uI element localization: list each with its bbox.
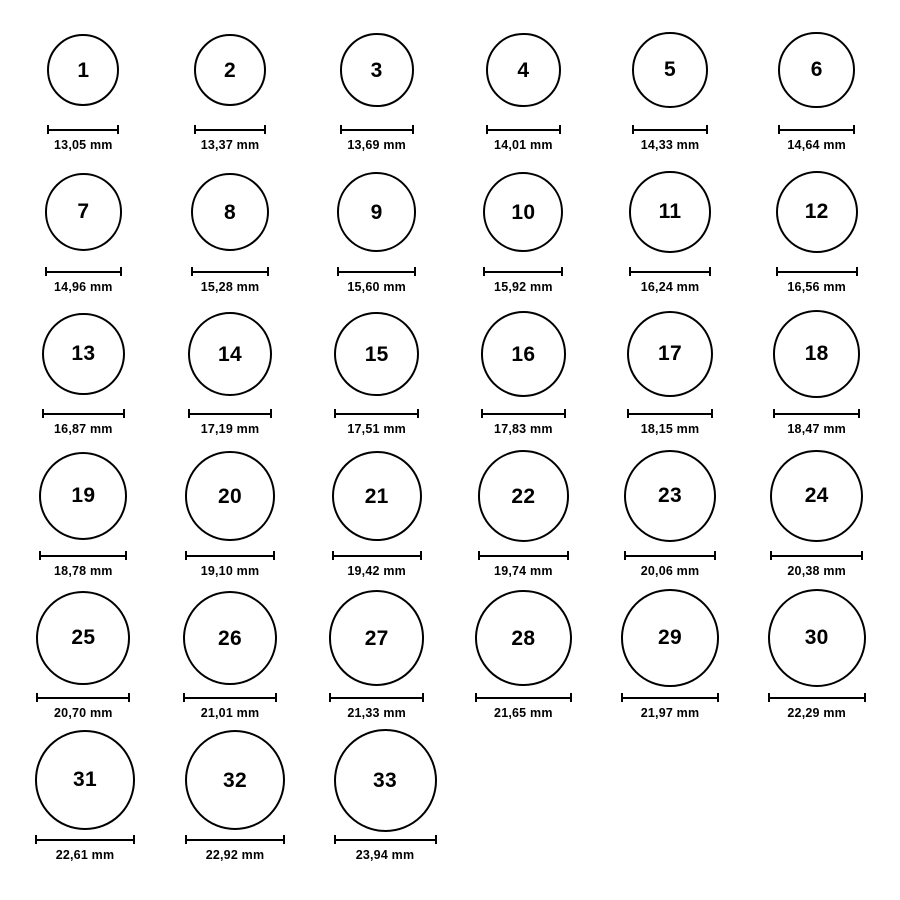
measure-caliper-icon bbox=[632, 123, 708, 135]
caliper-bar bbox=[36, 693, 130, 702]
ring-circle bbox=[627, 311, 714, 398]
ring-circle bbox=[632, 32, 708, 108]
ring-circle-wrap bbox=[624, 444, 716, 548]
caliper-bar bbox=[185, 551, 274, 560]
caliper-bar bbox=[770, 551, 863, 560]
ring-diameter-label: 20,38 mm bbox=[787, 564, 846, 578]
ring-circle-wrap bbox=[39, 444, 127, 548]
measure-caliper-icon bbox=[768, 691, 866, 703]
caliper-bar bbox=[42, 409, 125, 418]
measure-caliper-icon bbox=[191, 265, 269, 277]
caliper-bar bbox=[627, 409, 714, 418]
measure-caliper-icon bbox=[45, 265, 122, 277]
ring-circle bbox=[483, 172, 563, 252]
ring-circle-wrap bbox=[486, 18, 561, 122]
caliper-bar bbox=[629, 267, 710, 276]
ring-row bbox=[10, 586, 890, 728]
caliper-bar bbox=[776, 267, 858, 276]
ring-size-number: 5 bbox=[664, 58, 677, 82]
ring-diameter-label: 19,10 mm bbox=[200, 564, 260, 578]
ring-size-cell[interactable] bbox=[601, 160, 740, 294]
caliper-bar bbox=[632, 125, 708, 134]
ring-circle bbox=[45, 173, 122, 250]
ring-size-number: 6 bbox=[810, 58, 823, 82]
ring-size-number: 3 bbox=[370, 58, 383, 82]
ring-circle-wrap bbox=[478, 444, 569, 548]
ring-circle bbox=[185, 451, 274, 540]
ring-size-number: 25 bbox=[71, 626, 96, 650]
ring-circle-wrap bbox=[194, 18, 267, 122]
caliper-bar bbox=[475, 693, 571, 702]
measure-caliper-icon bbox=[39, 549, 127, 561]
ring-circle bbox=[39, 452, 127, 540]
ring-size-number: 31 bbox=[73, 768, 97, 792]
measure-caliper-icon bbox=[47, 123, 119, 135]
measure-caliper-icon bbox=[770, 549, 863, 561]
ring-size-cell[interactable] bbox=[14, 444, 153, 578]
ring-size-cell[interactable] bbox=[14, 18, 153, 152]
ring-circle bbox=[621, 589, 718, 686]
ring-circle bbox=[478, 450, 569, 541]
ring-row bbox=[10, 160, 890, 302]
ring-row bbox=[10, 444, 890, 586]
caliper-bar bbox=[778, 125, 855, 134]
measure-caliper-icon bbox=[624, 549, 716, 561]
ring-size-number: 16 bbox=[511, 342, 536, 366]
measure-caliper-icon bbox=[621, 691, 718, 703]
ring-diameter-label: 13,05 mm bbox=[54, 138, 113, 152]
caliper-bar bbox=[185, 835, 285, 844]
ring-circle bbox=[47, 34, 119, 106]
ring-circle bbox=[36, 591, 130, 685]
caliper-bar bbox=[478, 551, 569, 560]
ring-circle bbox=[481, 311, 567, 397]
ring-size-number: 8 bbox=[224, 200, 236, 224]
caliper-bar bbox=[340, 125, 414, 134]
ring-circle bbox=[773, 310, 860, 397]
ring-circle-wrap bbox=[185, 444, 274, 548]
ring-size-number: 29 bbox=[658, 626, 682, 650]
measure-caliper-icon bbox=[778, 123, 855, 135]
measure-caliper-icon bbox=[629, 265, 710, 277]
ring-circle-wrap bbox=[629, 160, 710, 264]
ring-diameter-label: 15,28 mm bbox=[200, 280, 260, 294]
ring-circle-wrap bbox=[334, 302, 419, 406]
ring-diameter-label: 18,47 mm bbox=[787, 422, 846, 436]
ring-diameter-label: 20,70 mm bbox=[54, 706, 113, 720]
ring-size-number: 11 bbox=[658, 200, 682, 224]
ring-size-number: 15 bbox=[364, 342, 389, 366]
ring-size-cell[interactable] bbox=[14, 586, 153, 720]
caliper-bar bbox=[35, 835, 134, 844]
ring-circle-wrap bbox=[776, 160, 858, 264]
ring-size-number: 19 bbox=[71, 484, 96, 508]
measure-caliper-icon bbox=[36, 691, 130, 703]
caliper-bar bbox=[183, 693, 278, 702]
ring-size-number: 7 bbox=[77, 200, 90, 224]
ring-circle-wrap bbox=[483, 160, 563, 264]
ring-size-cell[interactable] bbox=[314, 728, 456, 862]
ring-diameter-label: 21,97 mm bbox=[640, 706, 700, 720]
ring-circle bbox=[35, 730, 134, 829]
measure-caliper-icon bbox=[340, 123, 414, 135]
ring-circle-wrap bbox=[768, 586, 866, 690]
ring-size-number: 18 bbox=[804, 342, 829, 366]
ring-circle-wrap bbox=[773, 302, 860, 406]
ring-circle bbox=[334, 312, 419, 397]
ring-circle-wrap bbox=[36, 586, 130, 690]
ring-circle bbox=[340, 33, 414, 107]
ring-diameter-label: 13,37 mm bbox=[200, 138, 260, 152]
ring-circle-wrap bbox=[621, 586, 718, 690]
caliper-bar bbox=[334, 409, 419, 418]
ring-size-number: 23 bbox=[658, 484, 682, 508]
ring-circle-wrap bbox=[42, 302, 125, 406]
caliper-bar bbox=[191, 267, 269, 276]
ring-size-cell[interactable] bbox=[14, 160, 153, 294]
ring-diameter-label: 23,94 mm bbox=[355, 848, 415, 862]
ring-diameter-label: 17,19 mm bbox=[200, 422, 260, 436]
ring-diameter-label: 22,29 mm bbox=[787, 706, 846, 720]
measure-caliper-icon bbox=[35, 833, 134, 845]
measure-caliper-icon bbox=[627, 407, 714, 419]
ring-row bbox=[10, 18, 890, 160]
ring-circle bbox=[486, 33, 561, 108]
measure-caliper-icon bbox=[194, 123, 267, 135]
ring-diameter-label: 16,56 mm bbox=[787, 280, 846, 294]
ring-circle bbox=[629, 171, 710, 252]
measure-caliper-icon bbox=[183, 691, 278, 703]
ring-diameter-label: 17,83 mm bbox=[494, 422, 553, 436]
measure-caliper-icon bbox=[329, 691, 425, 703]
ring-diameter-label: 18,78 mm bbox=[54, 564, 113, 578]
measure-caliper-icon bbox=[185, 833, 285, 845]
ring-size-cell[interactable] bbox=[14, 302, 153, 436]
ring-circle bbox=[475, 590, 571, 686]
ring-circle-wrap bbox=[188, 302, 272, 406]
measure-caliper-icon bbox=[776, 265, 858, 277]
measure-caliper-icon bbox=[185, 549, 274, 561]
ring-diameter-label: 19,74 mm bbox=[494, 564, 553, 578]
ring-size-number: 33 bbox=[373, 768, 397, 792]
measure-caliper-icon bbox=[334, 833, 437, 845]
ring-size-cell[interactable] bbox=[307, 160, 446, 294]
ring-circle bbox=[778, 32, 855, 109]
ring-diameter-label: 17,51 mm bbox=[347, 422, 406, 436]
ring-size-cell[interactable] bbox=[454, 444, 593, 578]
ring-size-cell[interactable] bbox=[14, 728, 156, 862]
ring-diameter-label: 22,92 mm bbox=[205, 848, 265, 862]
ring-size-cell[interactable] bbox=[601, 18, 740, 152]
ring-diameter-label: 16,87 mm bbox=[54, 422, 113, 436]
ring-circle bbox=[770, 450, 863, 543]
ring-size-number: 10 bbox=[511, 200, 536, 224]
ring-size-cell[interactable] bbox=[307, 444, 446, 578]
caliper-bar bbox=[329, 693, 425, 702]
ring-size-number: 24 bbox=[804, 484, 829, 508]
ring-size-cell[interactable] bbox=[747, 160, 886, 294]
ring-diameter-label: 15,92 mm bbox=[494, 280, 553, 294]
measure-caliper-icon bbox=[42, 407, 125, 419]
ring-diameter-label: 15,60 mm bbox=[347, 280, 406, 294]
ring-circle bbox=[185, 730, 285, 830]
ring-size-cell[interactable] bbox=[454, 18, 593, 152]
ring-size-cell[interactable] bbox=[747, 302, 886, 436]
measure-caliper-icon bbox=[334, 407, 419, 419]
measure-caliper-icon bbox=[478, 549, 569, 561]
ring-circle bbox=[776, 171, 858, 253]
caliper-bar bbox=[45, 267, 122, 276]
ring-size-cell[interactable] bbox=[601, 302, 740, 436]
ring-diameter-label: 14,01 mm bbox=[494, 138, 553, 152]
ring-diameter-label: 21,65 mm bbox=[494, 706, 553, 720]
ring-size-cell[interactable] bbox=[454, 586, 593, 720]
ring-circle bbox=[768, 589, 866, 687]
ring-circle bbox=[194, 34, 267, 107]
ring-circle-wrap bbox=[481, 302, 567, 406]
caliper-bar bbox=[337, 267, 416, 276]
ring-size-number: 32 bbox=[223, 768, 247, 792]
ring-circle-wrap bbox=[191, 160, 269, 264]
ring-size-number: 1 bbox=[77, 58, 90, 82]
ring-size-number: 30 bbox=[804, 626, 829, 650]
ring-size-number: 22 bbox=[511, 484, 536, 508]
ring-circle-wrap bbox=[45, 160, 122, 264]
measure-caliper-icon bbox=[481, 407, 567, 419]
ring-circle-wrap bbox=[778, 18, 855, 122]
ring-circle bbox=[334, 729, 437, 832]
measure-caliper-icon bbox=[337, 265, 416, 277]
ring-size-number: 27 bbox=[364, 626, 389, 650]
ring-size-cell[interactable] bbox=[161, 444, 300, 578]
ring-diameter-label: 21,01 mm bbox=[200, 706, 260, 720]
ring-size-number: 17 bbox=[658, 342, 682, 366]
caliper-bar bbox=[773, 409, 860, 418]
ring-size-cell[interactable] bbox=[161, 302, 300, 436]
ring-circle bbox=[624, 450, 716, 542]
ring-circle-wrap bbox=[627, 302, 714, 406]
ring-size-cell[interactable] bbox=[307, 586, 446, 720]
measure-caliper-icon bbox=[483, 265, 563, 277]
caliper-bar bbox=[39, 551, 127, 560]
ring-circle bbox=[191, 173, 269, 251]
ring-size-number: 9 bbox=[370, 200, 383, 224]
ring-circle-wrap bbox=[340, 18, 414, 122]
ring-size-cell[interactable] bbox=[161, 160, 300, 294]
caliper-bar bbox=[481, 409, 567, 418]
ring-diameter-label: 13,69 mm bbox=[347, 138, 406, 152]
ring-circle-wrap bbox=[770, 444, 863, 548]
ring-diameter-label: 21,33 mm bbox=[347, 706, 406, 720]
measure-caliper-icon bbox=[486, 123, 561, 135]
ring-size-cell[interactable] bbox=[747, 18, 886, 152]
ring-circle bbox=[188, 312, 272, 396]
caliper-bar bbox=[47, 125, 119, 134]
ring-size-cell[interactable] bbox=[454, 160, 593, 294]
ring-circle bbox=[337, 172, 416, 251]
measure-caliper-icon bbox=[188, 407, 272, 419]
measure-caliper-icon bbox=[773, 407, 860, 419]
ring-diameter-label: 20,06 mm bbox=[640, 564, 700, 578]
ring-size-number: 4 bbox=[517, 58, 530, 82]
caliper-bar bbox=[334, 835, 437, 844]
ring-size-number: 2 bbox=[224, 58, 236, 82]
ring-size-number: 12 bbox=[804, 200, 829, 224]
ring-circle-wrap bbox=[185, 728, 285, 832]
ring-circle-wrap bbox=[334, 728, 437, 832]
ring-size-number: 21 bbox=[364, 484, 389, 508]
ring-size-cell[interactable] bbox=[164, 728, 306, 862]
ring-circle-wrap bbox=[632, 18, 708, 122]
caliper-bar bbox=[194, 125, 267, 134]
measure-caliper-icon bbox=[475, 691, 571, 703]
ring-size-number: 14 bbox=[218, 342, 242, 366]
ring-size-cell[interactable] bbox=[307, 302, 446, 436]
ring-circle-wrap bbox=[35, 728, 134, 832]
ring-circle-wrap bbox=[329, 586, 425, 690]
ring-diameter-label: 14,64 mm bbox=[787, 138, 846, 152]
ring-row bbox=[10, 302, 890, 444]
ring-diameter-label: 16,24 mm bbox=[640, 280, 700, 294]
caliper-bar bbox=[188, 409, 272, 418]
caliper-bar bbox=[621, 693, 718, 702]
ring-size-cell[interactable] bbox=[161, 586, 300, 720]
caliper-bar bbox=[483, 267, 563, 276]
ring-size-cell[interactable] bbox=[161, 18, 300, 152]
ring-size-cell[interactable] bbox=[454, 302, 593, 436]
ring-row bbox=[10, 728, 890, 870]
ring-diameter-label: 19,42 mm bbox=[347, 564, 406, 578]
ring-circle-wrap bbox=[475, 586, 571, 690]
ring-size-cell[interactable] bbox=[307, 18, 446, 152]
ring-size-number: 20 bbox=[218, 484, 242, 508]
ring-circle-wrap bbox=[47, 18, 119, 122]
caliper-bar bbox=[624, 551, 716, 560]
ring-circle-wrap bbox=[332, 444, 422, 548]
ring-diameter-label: 14,96 mm bbox=[54, 280, 113, 294]
ring-diameter-label: 14,33 mm bbox=[640, 138, 700, 152]
ring-circle bbox=[183, 591, 278, 686]
caliper-bar bbox=[332, 551, 422, 560]
ring-circle-wrap bbox=[337, 160, 416, 264]
ring-size-cell[interactable] bbox=[601, 444, 740, 578]
ring-circle-wrap bbox=[183, 586, 278, 690]
caliper-bar bbox=[486, 125, 561, 134]
ring-circle bbox=[329, 590, 425, 686]
ring-size-cell[interactable] bbox=[601, 586, 740, 720]
ring-diameter-label: 22,61 mm bbox=[55, 848, 115, 862]
ring-size-number: 13 bbox=[71, 342, 96, 366]
ring-diameter-label: 18,15 mm bbox=[640, 422, 700, 436]
ring-size-cell[interactable] bbox=[747, 444, 886, 578]
ring-size-number: 28 bbox=[511, 626, 536, 650]
measure-caliper-icon bbox=[332, 549, 422, 561]
ring-circle bbox=[42, 313, 125, 396]
ring-size-cell[interactable] bbox=[747, 586, 886, 720]
ring-circle bbox=[332, 451, 422, 541]
ring-size-number: 26 bbox=[218, 626, 242, 650]
caliper-bar bbox=[768, 693, 866, 702]
